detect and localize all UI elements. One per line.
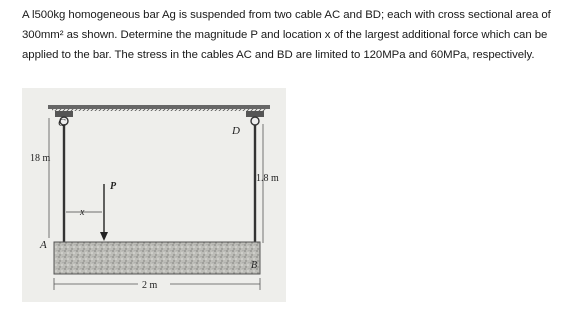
bar-cable-figure (22, 88, 286, 302)
load-p-arrowhead (100, 232, 108, 241)
right-height-label: 1.8 m (256, 173, 279, 184)
label-c: C (58, 117, 66, 129)
label-a: A (40, 239, 47, 251)
bar-length-label: 2 m (142, 280, 158, 291)
support-d (246, 111, 264, 125)
problem-text: A l500kg homogeneous bar Ag is suspended from two cable AC and BD; each with cross sectional area of 300mm² as shown. Determine the magnitude P and location x of the largest additional force which can be applied to the bar. The stress in the cables AC and BD are limited to 120MPa and 60MPa, respectively. (22, 9, 551, 62)
label-p: P (110, 181, 117, 192)
label-b: B (251, 260, 258, 271)
left-height-label: 18 m (30, 153, 51, 164)
label-d: D (232, 125, 240, 137)
ceiling-beam (48, 105, 270, 109)
label-x: x (80, 207, 85, 218)
ceiling-hatch (52, 109, 266, 111)
bar-ab (54, 242, 260, 274)
problem-statement (22, 5, 552, 66)
figure-svg (22, 88, 286, 302)
